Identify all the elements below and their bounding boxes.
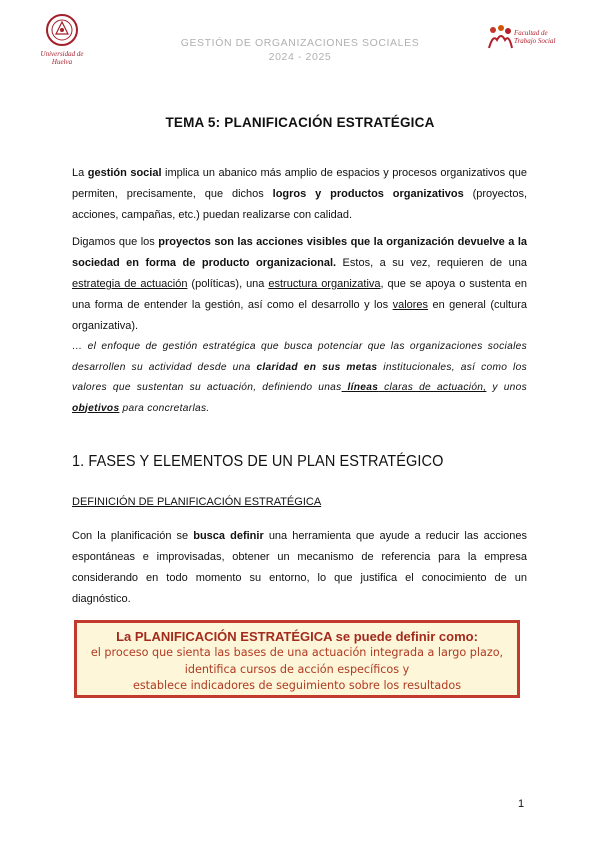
page-number: 1 xyxy=(518,798,525,810)
course-title: GESTIÓN DE ORGANIZACIONES SOCIALES xyxy=(180,37,420,49)
text-span: La xyxy=(72,167,88,179)
definition-title: La PLANIFICACIÓN ESTRATÉGICA se puede definir como: xyxy=(116,629,478,644)
underlined-span: valores xyxy=(392,299,429,311)
text-span: para concretarlas. xyxy=(119,402,210,414)
bold-span: logros y productos organizativos xyxy=(272,188,464,200)
faculty-logo-text-2: Trabajo Social xyxy=(514,37,556,45)
bold-underlined-span: objetivos xyxy=(72,402,120,414)
academic-year: 2024 - 2025 xyxy=(268,51,332,63)
university-logo-text: Universidad de Huelva xyxy=(40,50,84,66)
bold-span: busca definir xyxy=(193,530,264,542)
text-span: Con la planificación se xyxy=(72,530,194,542)
text-span: una herramienta que ayude a reducir las acciones espontáneas e improvisadas, obtener un mecanismo de referencia para la empresa considerando en todo momento su entorno, lo que justifica el conocimiento de un diagnóstico. xyxy=(72,530,527,605)
text-span: … el enfoque de gestión estratégica que busca potenciar que las organizaciones sociales desarrollen su actividad desde una xyxy=(72,341,527,373)
faculty-logo-text-1: Facultad de xyxy=(514,29,548,37)
faculty-people-icon xyxy=(486,24,514,50)
bold-span: gestión social xyxy=(87,167,162,179)
faculty-logo xyxy=(486,24,572,50)
text-span: y unos xyxy=(486,382,527,393)
bold-span: claridad en sus metas xyxy=(256,361,378,373)
paragraph-planificacion xyxy=(72,526,527,610)
subheading-definicion: DEFINICIÓN DE PLANIFICACIÓN ESTRATÉGICA xyxy=(72,496,322,508)
text-span: implica un abanico más amplio de espacios y procesos organizativos que permiten, precisamente, que dichos xyxy=(72,167,528,200)
bold-underlined-span: líneas xyxy=(341,382,379,393)
definition-callout-box xyxy=(74,620,520,698)
text-span: , que se apoya o sustenta en una forma de entender la gestión, así como el desarrollo y los xyxy=(72,278,527,311)
text-span: Estos, a su vez, requieren de una xyxy=(336,257,528,269)
definition-line: el proceso que sienta las bases de una actuación integrada a largo plazo, xyxy=(90,646,504,659)
definition-line: identifica cursos de acción específicos y xyxy=(184,662,410,676)
text-span: (políticas), una xyxy=(187,278,269,290)
bold-span: proyectos son las acciones visibles que la organización devuelve a la sociedad en forma de producto organizacional. xyxy=(72,236,527,269)
topic-title: TEMA 5: PLANIFICACIÓN ESTRATÉGICA xyxy=(165,115,435,130)
text-span: institucionales, así como los valores que sustentan su actuación, definiendo unas xyxy=(72,361,527,393)
underlined-span: estrategia de actuación xyxy=(72,278,188,290)
underlined-span: claras de actuación, xyxy=(378,382,487,393)
definition-line: establece indicadores de seguimiento sobre los resultados xyxy=(132,679,462,692)
text-span: Digamos que los xyxy=(72,236,159,248)
text-span: en general (cultura organizativa). xyxy=(72,299,527,332)
section-heading: 1. FASES Y ELEMENTOS DE UN PLAN ESTRATÉGICO xyxy=(72,453,444,471)
paragraph-enfoque-estrategico xyxy=(72,337,527,419)
underlined-span: estructura organizativa xyxy=(268,278,381,290)
paragraph-proyectos xyxy=(72,232,527,337)
text-span: (proyectos, acciones, campañas, etc.) puedan realizarse con calidad. xyxy=(72,188,527,221)
paragraph-gestion-social xyxy=(72,163,527,226)
